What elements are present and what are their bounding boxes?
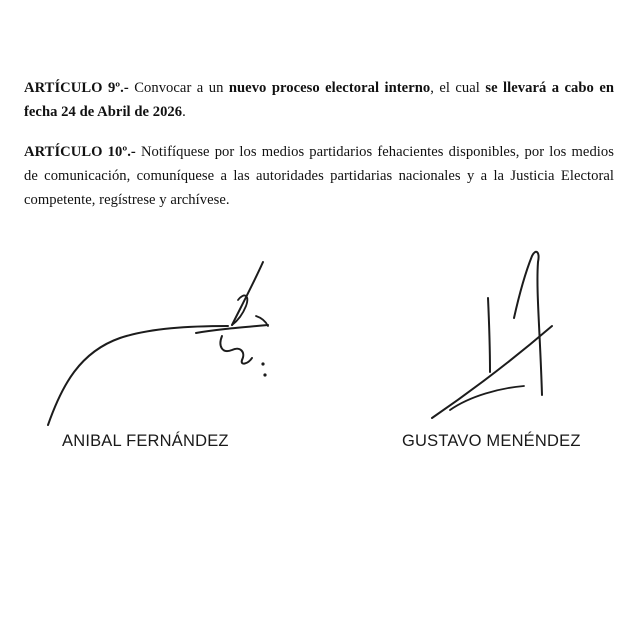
article-9-text-4: se llevará a cabo en fecha 24 de Abril de 2026 [24,80,615,120]
signatory-name-fernandez: ANIBAL FERNÁNDEZ [62,432,229,450]
article-9-heading: ARTÍCULO 9º.- [24,80,129,96]
article-10-heading: ARTÍCULO 10º.- [24,144,136,160]
article-9-text-1: Convocar a un [128,80,229,96]
article-9-text-3: , el cual [430,80,486,96]
article-9-text-2: nuevo proceso electoral interno [228,80,431,96]
signature-dot [261,362,264,365]
signature-block-menendez [320,0,635,460]
signature-fernandez-drawing [0,0,320,460]
article-9-text-5: . [182,104,186,120]
signature-menendez-drawing [320,0,635,460]
article-10-text: Notifíquese por los medios partidarios fehacientes disponibles, por los medios de comunicación, comuníquese a las autoridades partidarias nacionales y a la Justicia Electoral competente, regístrese y archívese. [24,144,614,208]
signatory-name-menendez: GUSTAVO MENÉNDEZ [402,432,581,450]
signature-dot [263,373,266,376]
signature-block-fernandez [0,0,320,460]
